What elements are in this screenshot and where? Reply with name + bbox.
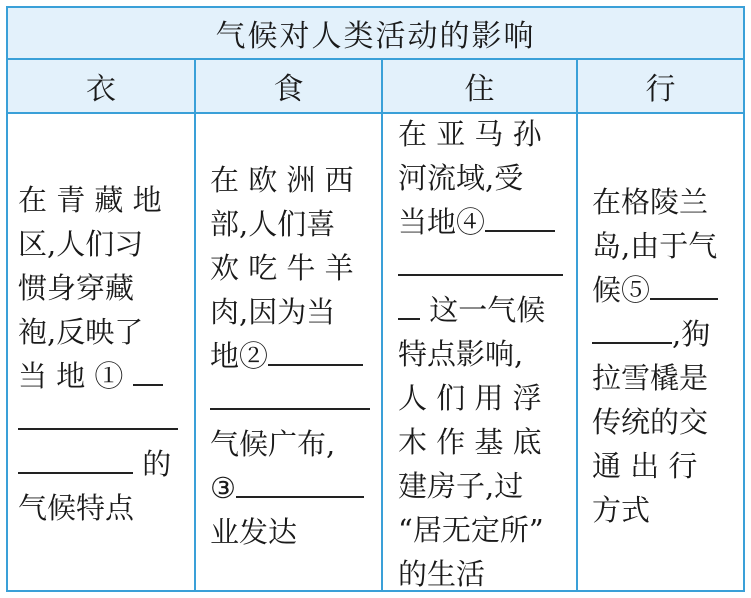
blank-line[interactable] [210, 378, 370, 410]
header-clothing: 衣 [8, 60, 194, 114]
header-housing: 住 [383, 60, 576, 114]
text-line: 袍,反映了 [18, 315, 144, 349]
cell-transport [592, 180, 718, 532]
text-line: 在格陵兰 [592, 185, 709, 219]
text-line: “居无定所” [398, 513, 544, 547]
text-line: 部,人们喜 [210, 207, 336, 241]
table-title: 气候对人类活动的影响 [8, 8, 743, 60]
text-line: 在 青 藏 地 [18, 183, 162, 217]
header-transport: 行 [578, 60, 743, 114]
text-line: 人 们 用 浮 [398, 381, 542, 415]
text-line [592, 268, 718, 312]
cell-housing [398, 112, 563, 596]
text-line: 在 欧 洲 西 [210, 163, 354, 197]
text-line: 通 出 行 [592, 449, 698, 483]
text-line [592, 312, 718, 356]
header-food: 食 [196, 60, 381, 114]
text-line: 拉雪橇是 [592, 361, 709, 395]
text-line: 木 作 基 底 [398, 425, 542, 459]
text-line-part: 这一气候 [429, 293, 546, 327]
blank-1-continuation [18, 398, 178, 442]
text-line: 的生活 [398, 557, 486, 591]
text-line [18, 354, 178, 398]
cell-clothing [18, 178, 178, 530]
blank-line[interactable] [18, 442, 133, 474]
text-line-part: ③ [210, 471, 236, 505]
text-line: 惯身穿藏 [18, 271, 135, 305]
text-line: 传统的交 [592, 405, 709, 439]
climate-impact-table [6, 6, 745, 592]
blank-2-continuation [210, 378, 370, 422]
blank-5-line[interactable] [650, 268, 718, 300]
blank-line[interactable] [398, 244, 563, 276]
text-line: 在 亚 马 孙 [398, 117, 542, 151]
blank-4-line[interactable] [485, 200, 555, 232]
text-line-part: 地② [210, 339, 269, 373]
text-line: 气候广布, [210, 427, 336, 461]
text-line-part: 当 地 ① [18, 359, 124, 393]
text-line: 建房子,过 [398, 469, 524, 503]
text-line-part: ,狗 [672, 317, 711, 351]
text-line [210, 466, 370, 510]
text-line-part: 的 [142, 447, 172, 481]
text-line-part: 候⑤ [592, 273, 651, 307]
text-line: 区,人们习 [18, 227, 144, 261]
text-line [398, 200, 563, 244]
blank-line[interactable] [592, 312, 672, 344]
text-line: 方式 [592, 493, 651, 527]
text-line: 岛,由于气 [592, 229, 718, 263]
text-line: 河流域,受 [398, 161, 524, 195]
text-line [210, 334, 370, 378]
text-line-part: 当地④ [398, 205, 486, 239]
column-divider [381, 60, 383, 590]
cell-food [210, 158, 370, 554]
blank-line[interactable] [18, 398, 178, 430]
blank-1-line[interactable] [133, 354, 163, 386]
column-divider [194, 60, 196, 590]
blank-4-continuation [398, 244, 563, 288]
text-line: 气候特点 [18, 491, 135, 525]
column-divider [576, 60, 578, 590]
text-line [18, 442, 178, 486]
text-line [398, 288, 563, 332]
text-line: 肉,因为当 [210, 295, 336, 329]
blank-line[interactable] [398, 288, 420, 320]
text-line: 欢 吃 牛 羊 [210, 251, 354, 285]
blank-3-line[interactable] [236, 466, 364, 498]
text-line: 业发达 [210, 515, 298, 549]
text-line: 特点影响, [398, 337, 524, 371]
blank-2-line[interactable] [268, 334, 363, 366]
